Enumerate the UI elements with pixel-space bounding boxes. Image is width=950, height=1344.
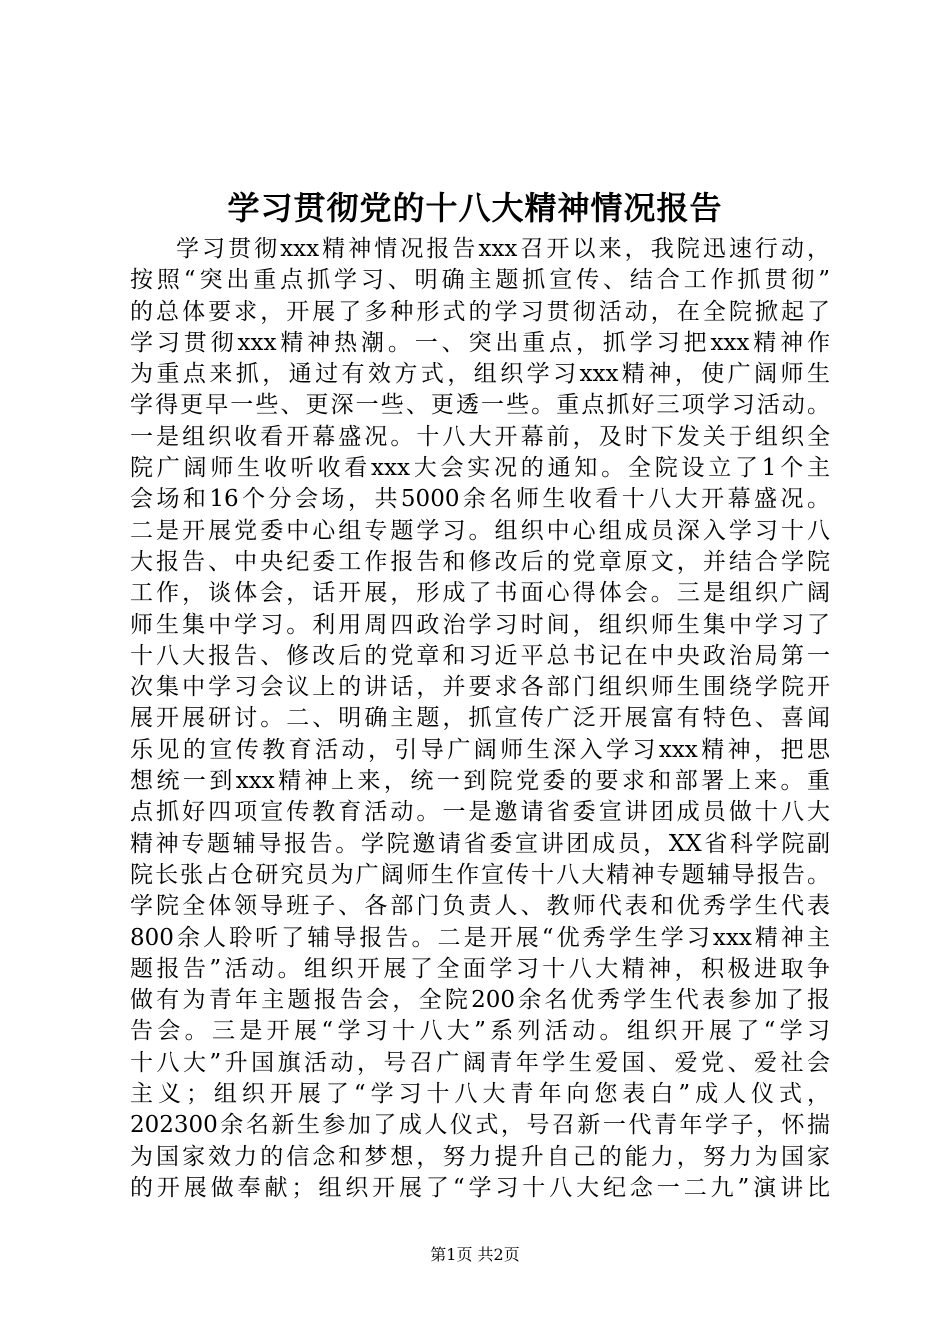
body-line: 的总体要求，开展了多种形式的学习贯彻活动，在全院掀起了: [130, 298, 830, 325]
body-line: 想统一到xxx精神上来，统一到院党委的要求和部署上来。重: [130, 768, 830, 795]
body-line: 为国家效力的信念和梦想，努力提升自己的能力，努力为国家: [130, 1143, 830, 1170]
body-line: 学院全体领导班子、各部门负责人、教师代表和优秀学生代表: [130, 893, 830, 920]
body-line: 点抓好四项宣传教育活动。一是邀请省委宣讲团成员做十八大: [130, 799, 830, 826]
body-line: 学习贯彻xxx精神热潮。一、突出重点，抓学习把xxx精神作: [130, 329, 830, 356]
body-line: 的开展做奉献；组织开展了“学习十八大纪念一二九”演讲比: [130, 1174, 830, 1201]
body-line: 院广阔师生收听收看xxx大会实况的通知。全院设立了1个主: [130, 455, 830, 482]
body-line: 精神专题辅导报告。学院邀请省委宣讲团成员，XX省科学院副: [130, 830, 830, 857]
body-line: 二是开展党委中心组专题学习。组织中心组成员深入学习十八: [130, 517, 830, 544]
body-line: 题报告”活动。组织开展了全面学习十八大精神，积极进取争: [130, 955, 830, 982]
body-line: 师生集中学习。利用周四政治学习时间，组织师生集中学习了: [130, 611, 830, 638]
document-title: 学习贯彻党的十八大精神情况报告: [227, 189, 723, 227]
body-line: 按照“突出重点抓学习、明确主题抓宣传、结合工作抓贯彻”: [130, 267, 830, 294]
body-line: 学得更早一些、更深一些、更透一些。重点抓好三项学习活动。: [130, 392, 830, 419]
body-line: 展开展研讨。二、明确主题，抓宣传广泛开展富有特色、喜闻: [130, 705, 830, 732]
body-line: 202300余名新生参加了成人仪式，号召新一代青年学子，怀揣: [130, 1112, 830, 1139]
document-body: [130, 234, 830, 1204]
body-line: 十八大报告、修改后的党章和习近平总书记在中央政治局第一: [130, 642, 830, 669]
body-line: 工作，谈体会，话开展，形成了书面心得体会。三是组织广阔: [130, 580, 830, 607]
body-line: 一是组织收看开幕盛况。十八大开幕前，及时下发关于组织全: [130, 423, 830, 450]
body-line: 主义；组织开展了“学习十八大青年向您表白”成人仪式，: [130, 1081, 830, 1108]
body-line: 院长张占仓研究员为广阔师生作宣传十八大精神专题辅导报告。: [130, 861, 830, 888]
body-line: 会场和16个分会场，共5000余名师生收看十八大开幕盛况。: [130, 486, 830, 513]
body-line: 十八大”升国旗活动，号召广阔青年学生爱国、爱党、爱社会: [130, 1049, 830, 1076]
body-line: 大报告、中央纪委工作报告和修改后的党章原文，并结合学院: [130, 548, 830, 575]
body-line: 为重点来抓，通过有效方式，组织学习xxx精神，使广阔师生: [130, 361, 830, 388]
body-line: 做有为青年主题报告会，全院200余名优秀学生代表参加了报: [130, 987, 830, 1014]
body-line: 学习贯彻xxx精神情况报告xxx召开以来，我院迅速行动，: [176, 236, 830, 262]
body-line: 800余人聆听了辅导报告。二是开展“优秀学生学习xxx精神主: [130, 924, 830, 951]
body-line: 告会。三是开展“学习十八大”系列活动。组织开展了“学习: [130, 1018, 830, 1045]
body-line: 乐见的宣传教育活动，引导广阔师生深入学习xxx精神，把思: [130, 736, 830, 763]
page-footer: 第1页 共2页: [430, 1245, 520, 1264]
body-line: 次集中学习会议上的讲话，并要求各部门组织师生围绕学院开: [130, 674, 830, 701]
